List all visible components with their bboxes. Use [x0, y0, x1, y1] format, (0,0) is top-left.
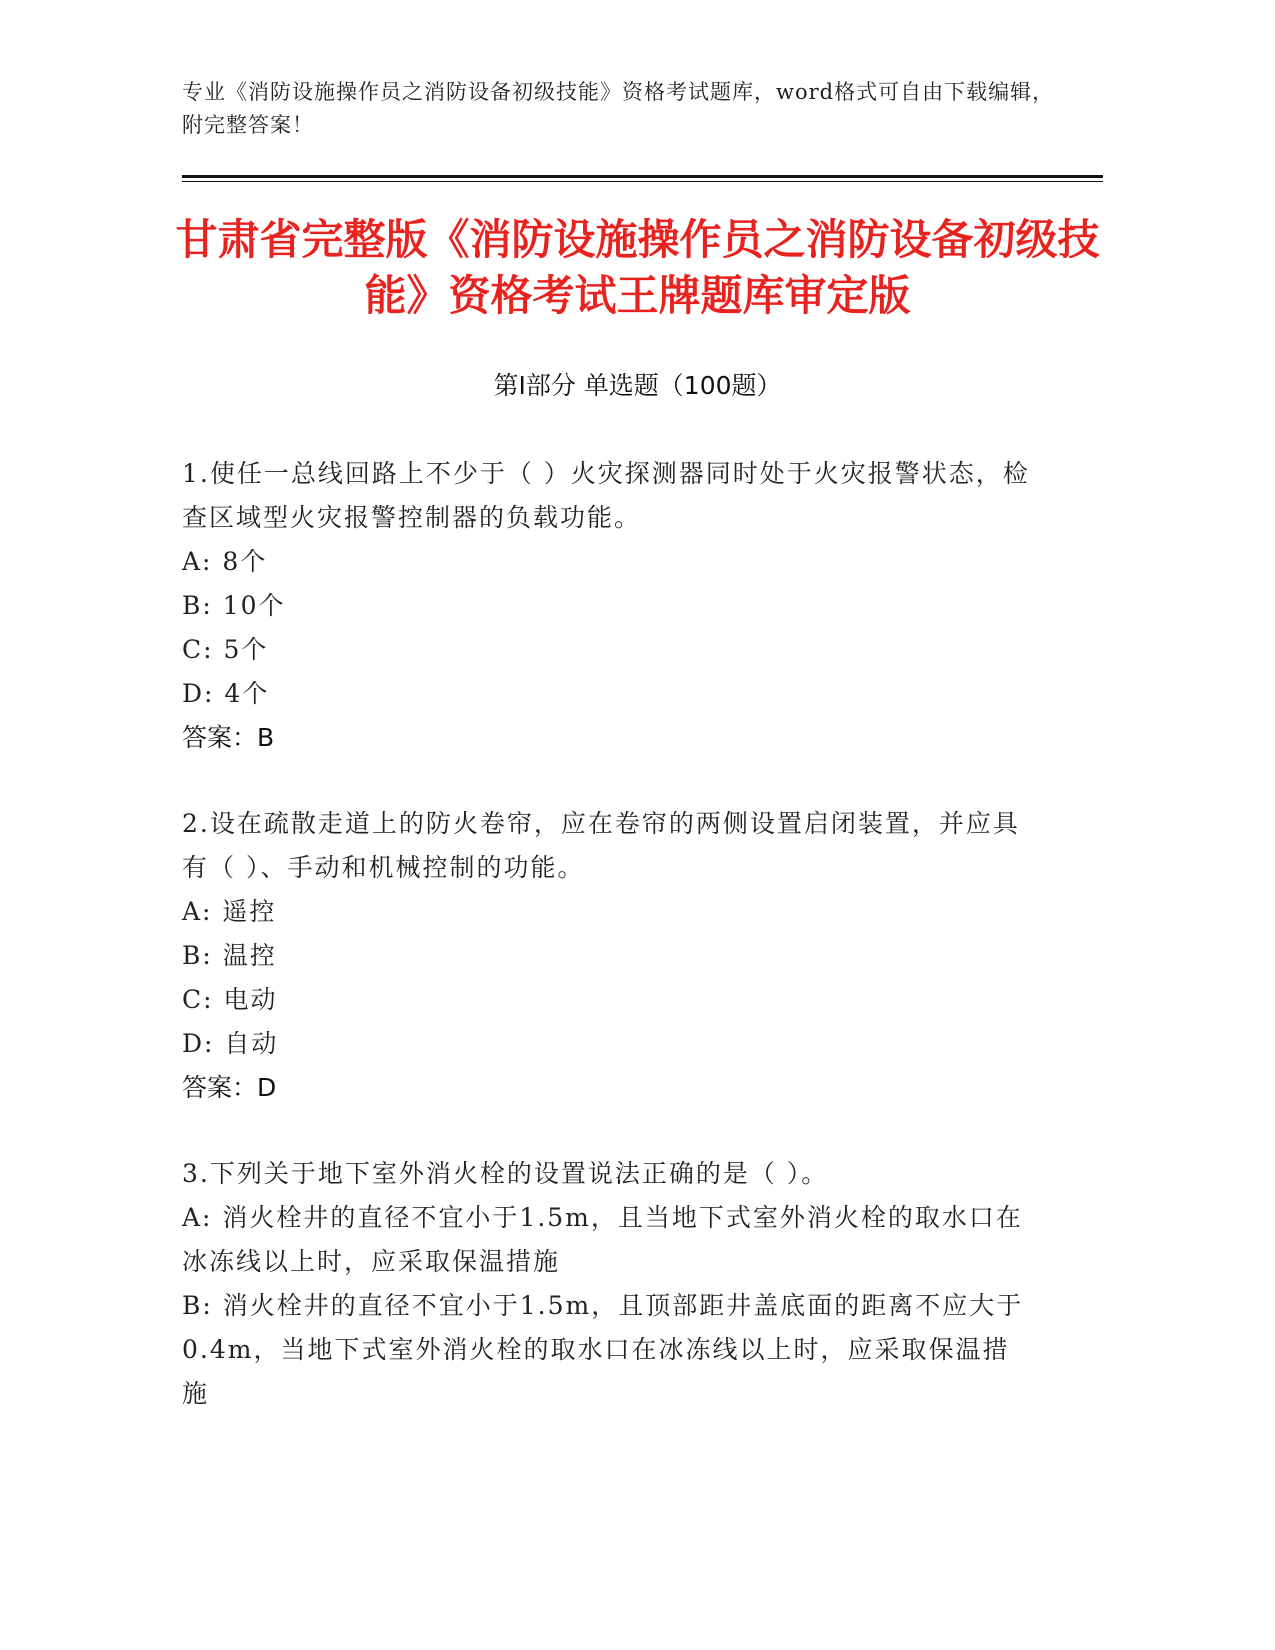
header-note: 专业《消防设施操作员之消防设备初级技能》资格考试题库，word格式可自由下载编辑，附完整答案！ — [182, 80, 1055, 137]
option-c: C: 电动 — [182, 985, 278, 1014]
question-2 — [182, 802, 1032, 1110]
option-b: B: 消火栓井的直径不宜小于1.5m，且顶部距井盖底面的距离不应大于0.4m，当地下式室外消火栓的取水口在冰冻线以上时，应采取保温措施 — [182, 1291, 1024, 1408]
option-d: D: 自动 — [182, 1029, 279, 1058]
option-c: C: 5个 — [182, 635, 269, 664]
document-title: 甘肃省完整版《消防设施操作员之消防设备初级技能》资格考试王牌题库审定版 — [175, 215, 1100, 320]
option-d: D: 4个 — [182, 679, 270, 708]
question-list — [182, 452, 1032, 1458]
question-1 — [182, 452, 1032, 760]
option-a: A: 8个 — [182, 547, 268, 576]
header-divider-thick — [182, 175, 1103, 178]
section-title: 第Ⅰ部分 单选题（100题） — [493, 371, 782, 400]
question-3 — [182, 1152, 1032, 1416]
question-text: 1.使任一总线回路上不少于（ ）火灾探测器同时处于火灾报警状态，检查区域型火灾报警控制器的负载功能。 — [182, 459, 1030, 532]
answer: 答案：D — [182, 1073, 277, 1102]
header-divider-thin — [182, 181, 1103, 182]
answer: 答案：B — [182, 723, 275, 752]
option-a: A: 遥控 — [182, 897, 277, 926]
question-text: 2.设在疏散走道上的防火卷帘，应在卷帘的两侧设置启闭装置，并应具有（ ）、手动和机械控制的功能。 — [182, 809, 1020, 882]
option-b: B: 温控 — [182, 941, 277, 970]
option-b: B: 10个 — [182, 591, 286, 620]
question-text: 3.下列关于地下室外消火栓的设置说法正确的是（ ）。 — [182, 1159, 829, 1188]
option-a: A: 消火栓井的直径不宜小于1.5m，且当地下式室外消火栓的取水口在冰冻线以上时，应采取保温措施 — [182, 1203, 1023, 1276]
